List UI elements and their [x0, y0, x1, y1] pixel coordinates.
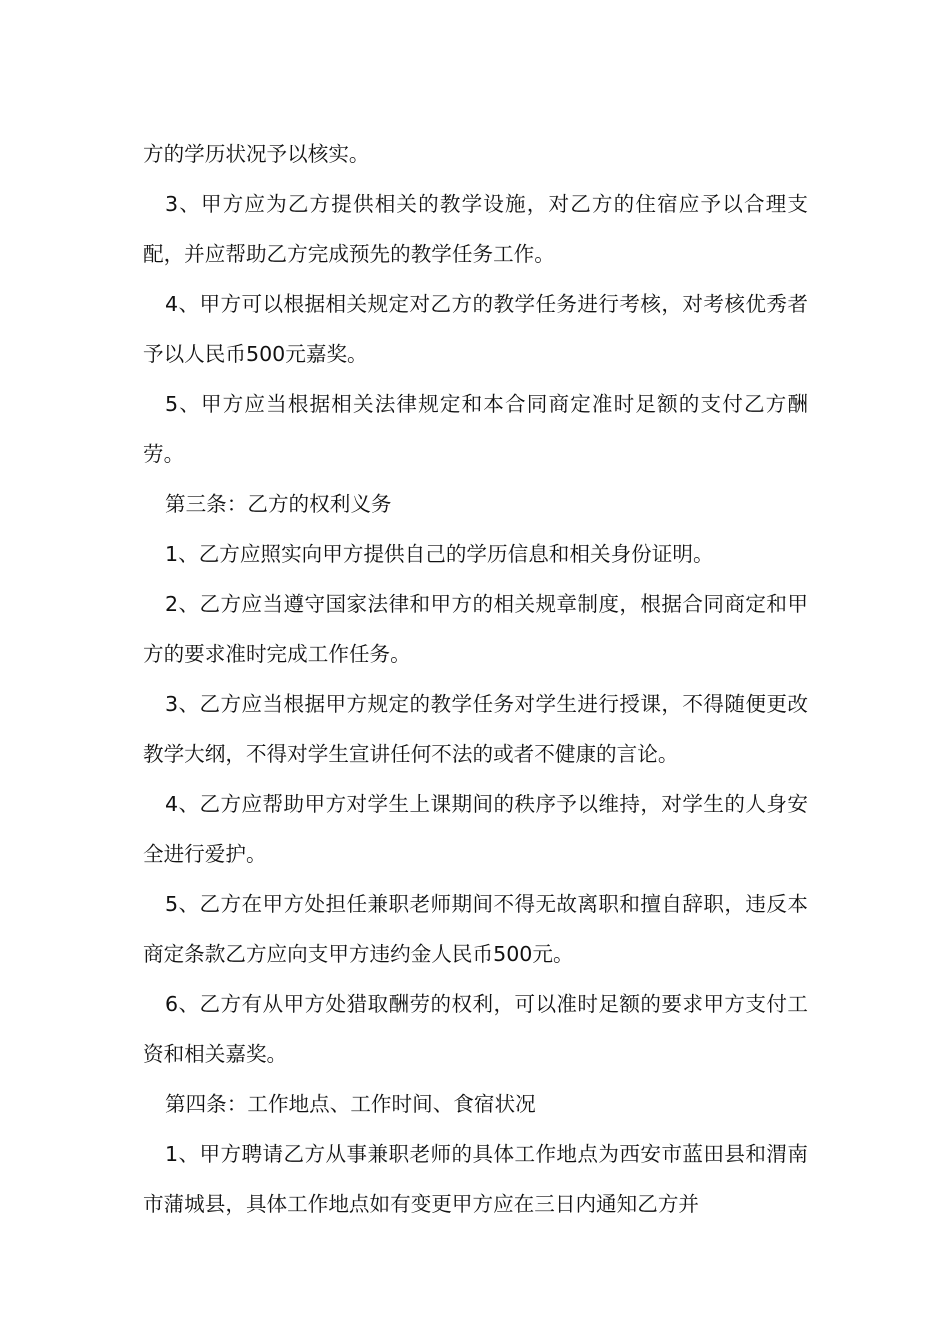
- paragraph-clause-2-3: 3、甲方应为乙方提供相关的教学设施，对乙方的住宿应予以合理支配，并应帮助乙方完成预先的教学任务工作。: [143, 192, 808, 266]
- section-heading-article-4: 第四条：工作地点、工作时间、食宿状况: [165, 1092, 536, 1116]
- document-body: [143, 129, 808, 1229]
- paragraph-clause-3-5: 5、乙方在甲方处担任兼职老师期间不得无故离职和擅自辞职，违反本商定条款乙方应向支甲方违约金人民币500元。: [143, 892, 808, 966]
- paragraph-clause-3-1: 1、乙方应照实向甲方提供自己的学历信息和相关身份证明。: [165, 542, 714, 566]
- paragraph-clause-3-3: 3、乙方应当根据甲方规定的教学任务对学生进行授课，不得随便更改教学大纲，不得对学生宣讲任何不法的或者不健康的言论。: [143, 692, 808, 766]
- paragraph-clause-2-4: 4、甲方可以根据相关规定对乙方的教学任务进行考核，对考核优秀者予以人民币500元嘉奖。: [143, 292, 808, 366]
- paragraph-clause-3-6: 6、乙方有从甲方处猎取酬劳的权利，可以准时足额的要求甲方支付工资和相关嘉奖。: [143, 992, 808, 1066]
- paragraph-clause-3-4: 4、乙方应帮助甲方对学生上课期间的秩序予以维持，对学生的人身安全进行爱护。: [143, 792, 808, 866]
- section-heading-article-3: 第三条：乙方的权利义务: [165, 492, 392, 516]
- paragraph-clause-3-2: 2、乙方应当遵守国家法律和甲方的相关规章制度，根据合同商定和甲方的要求准时完成工作任务。: [143, 592, 808, 666]
- paragraph-continuation: 方的学历状况予以核实。: [143, 142, 370, 166]
- paragraph-clause-4-1: 1、甲方聘请乙方从事兼职老师的具体工作地点为西安市蓝田县和渭南市蒲城县，具体工作地点如有变更甲方应在三日内通知乙方并: [143, 1142, 808, 1216]
- paragraph-clause-2-5: 5、甲方应当根据相关法律规定和本合同商定准时足额的支付乙方酬劳。: [143, 392, 808, 466]
